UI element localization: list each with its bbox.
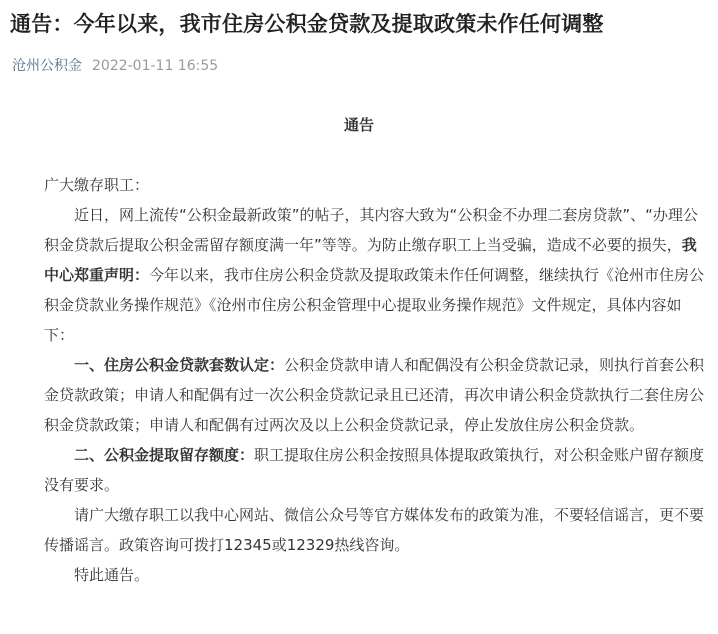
salutation: 广大缴存职工：: [44, 176, 150, 194]
article-meta: [12, 56, 718, 76]
section-heading: 二、公积金提取留存额度：: [74, 446, 255, 464]
paragraph-text: 今年以来，我市住房公积金贷款及提取政策未作任何调整，继续执行《沧州市住房公积金贷款业务操作规范》《沧州市住房公积金管理中心提取业务操作规范》文件规定，具体内容如下：: [44, 266, 705, 344]
article-title: 通告：今年以来，我市住房公积金贷款及提取政策未作任何调整: [10, 12, 604, 36]
paragraph-text: 职工提取住房公积金按照具体提取政策执行，对公积金账户留存额度没有要求。: [44, 446, 705, 494]
paragraph-advice: 请广大缴存职工以我中心网站、微信公众号等官方媒体发布的政策为准，不要轻信谣言，更不要传播谣言。政策咨询可拨打12345或12329热线咨询。: [44, 506, 705, 554]
paragraph-withdrawal: [44, 440, 706, 500]
paragraph-closing: 特此通告。: [74, 566, 150, 584]
article-body: [0, 110, 718, 590]
notice-heading: 通告: [343, 116, 374, 134]
account-name-link[interactable]: 沧州公积金: [12, 58, 82, 74]
paragraph-text: 公积金贷款申请人和配偶没有公积金贷款记录，则执行首套公积金贷款政策；申请人和配偶有过一次公积金贷款记录且已还清，再次申请公积金贷款执行二套住房公积金贷款政策；申请人和配偶有过两次及以上公积金贷款记录，停止发放住房公积金贷款。: [44, 356, 705, 434]
publish-datetime: 2022-01-11 16:55: [92, 58, 219, 74]
section-heading: 一、住房公积金贷款套数认定：: [74, 356, 285, 374]
paragraph-text: 近日，网上流传“公积金最新政策”的帖子，其内容大致为“公积金不办理二套房贷款”、“办理公积金贷款后提取公积金需留存额度满一年”等等。为防止缴存职工上当受骗，造成不必要的损失，: [44, 206, 698, 254]
emphasis-text: 我中心郑重声明：: [44, 236, 697, 284]
paragraph-loan-count: [44, 350, 706, 440]
paragraph-statement: [44, 200, 706, 350]
